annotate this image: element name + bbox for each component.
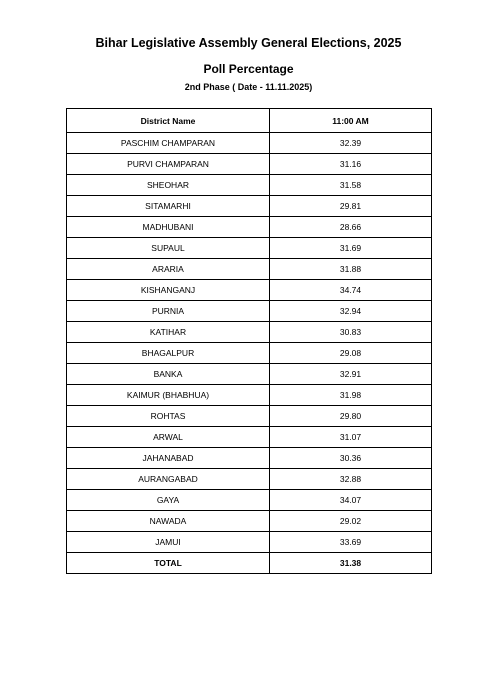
poll-percentage-cell: 31.98 (270, 385, 432, 406)
district-name-cell: JAHANABAD (67, 448, 270, 469)
table-row (67, 364, 432, 385)
poll-percentage-cell: 29.80 (270, 406, 432, 427)
poll-percentage-cell: 31.16 (270, 154, 432, 175)
poll-percentage-cell: 31.58 (270, 175, 432, 196)
poll-percentage-cell: 31.88 (270, 259, 432, 280)
column-header-time: 11:00 AM (270, 109, 432, 133)
table-row (67, 238, 432, 259)
district-name-cell: BANKA (67, 364, 270, 385)
district-name-cell: NAWADA (67, 511, 270, 532)
table-row (67, 175, 432, 196)
poll-percentage-cell: 32.39 (270, 133, 432, 154)
district-name-cell: PURNIA (67, 301, 270, 322)
table-row (67, 448, 432, 469)
table-row (67, 154, 432, 175)
poll-percentage-cell: 29.02 (270, 511, 432, 532)
total-row (67, 553, 432, 574)
district-name-cell: AURANGABAD (67, 469, 270, 490)
phase-date-label: 2nd Phase ( Date - 11.11.2025) (184, 82, 313, 92)
district-name-cell: PASCHIM CHAMPARAN (67, 133, 270, 154)
poll-percentage-cell: 34.74 (270, 280, 432, 301)
district-name-cell: SHEOHAR (67, 175, 270, 196)
table-row (67, 532, 432, 553)
table-row (67, 322, 432, 343)
district-name-cell: KISHANGANJ (67, 280, 270, 301)
district-name-cell: SUPAUL (67, 238, 270, 259)
table-row (67, 511, 432, 532)
poll-percentage-cell: 28.66 (270, 217, 432, 238)
table-row (67, 385, 432, 406)
table-row (67, 259, 432, 280)
table-row (67, 133, 432, 154)
table-row (67, 490, 432, 511)
poll-percentage-cell: 29.81 (270, 196, 432, 217)
district-name-cell: PURVI CHAMPARAN (67, 154, 270, 175)
total-label-cell: TOTAL (67, 553, 270, 574)
table-row (67, 469, 432, 490)
poll-percentage-cell: 31.07 (270, 427, 432, 448)
poll-percentage-cell: 34.07 (270, 490, 432, 511)
table-body (67, 133, 432, 574)
district-name-cell: KAIMUR (BHABHUA) (67, 385, 270, 406)
column-header-district: District Name (67, 109, 270, 133)
poll-percentage-cell: 30.36 (270, 448, 432, 469)
district-name-cell: JAMUI (67, 532, 270, 553)
table-row (67, 196, 432, 217)
table-row (67, 427, 432, 448)
document-subtitle: Poll Percentage (203, 62, 294, 76)
poll-percentage-cell: 33.69 (270, 532, 432, 553)
table-row (67, 301, 432, 322)
poll-percentage-cell: 31.69 (270, 238, 432, 259)
document-title: Bihar Legislative Assembly General Elections, 2025 (95, 36, 402, 50)
table-row (67, 280, 432, 301)
district-name-cell: GAYA (67, 490, 270, 511)
district-name-cell: SITAMARHI (67, 196, 270, 217)
poll-percentage-cell: 32.88 (270, 469, 432, 490)
table-header-row (67, 109, 432, 133)
poll-percentage-cell: 29.08 (270, 343, 432, 364)
table-row (67, 343, 432, 364)
table-row (67, 406, 432, 427)
district-name-cell: KATIHAR (67, 322, 270, 343)
poll-percentage-cell: 32.94 (270, 301, 432, 322)
district-name-cell: MADHUBANI (67, 217, 270, 238)
poll-percentage-cell: 32.91 (270, 364, 432, 385)
poll-percentage-table (66, 108, 432, 574)
district-name-cell: ARARIA (67, 259, 270, 280)
poll-percentage-cell: 30.83 (270, 322, 432, 343)
table-row (67, 217, 432, 238)
total-value-cell: 31.38 (270, 553, 432, 574)
district-name-cell: BHAGALPUR (67, 343, 270, 364)
district-name-cell: ARWAL (67, 427, 270, 448)
district-name-cell: ROHTAS (67, 406, 270, 427)
